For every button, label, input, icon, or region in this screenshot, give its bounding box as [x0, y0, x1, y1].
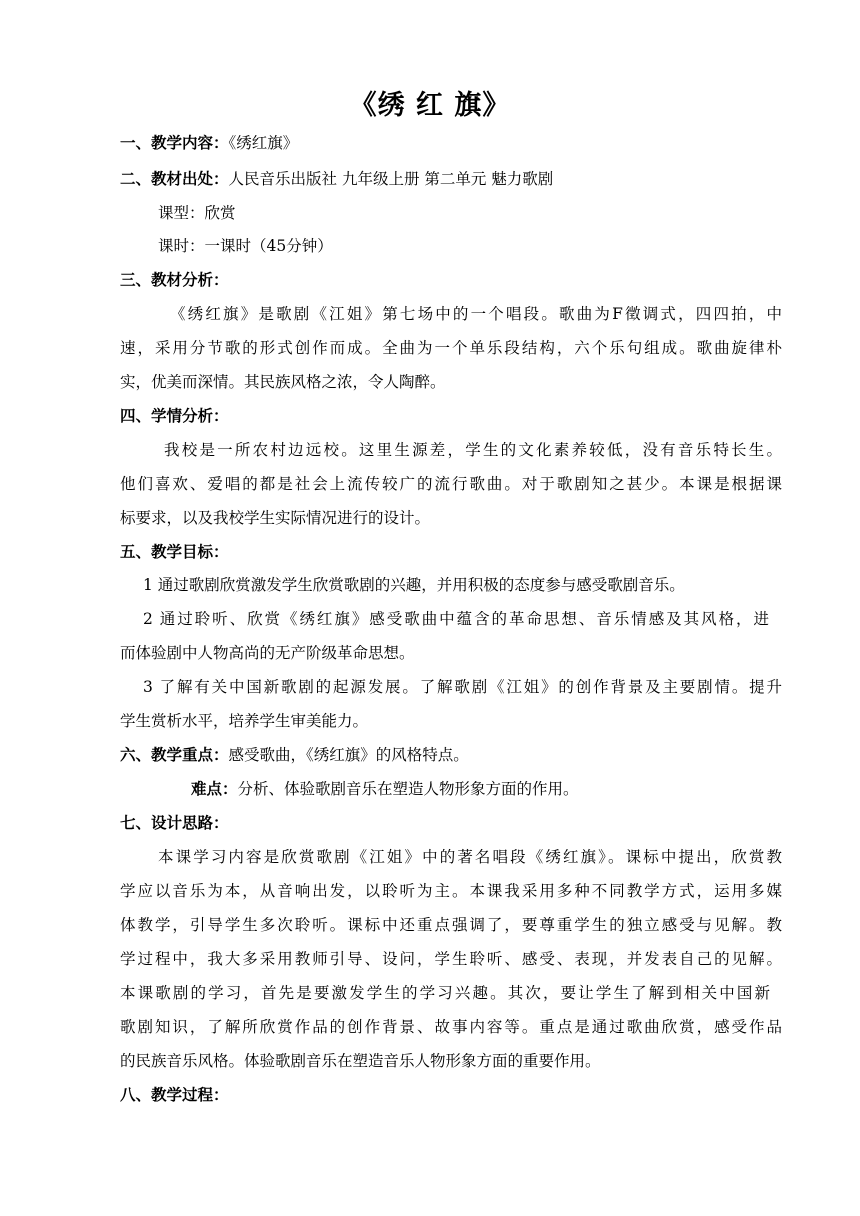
paragraph-line: 学应以音乐为本，从音响出发，以聆听为主。本课我采用多种不同教学方式，运用多媒 — [120, 882, 782, 900]
objective-item: 2 通过聆听、欣赏《绣红旗》感受歌曲中蕴含的革命思想、音乐情感及其风格，进 — [143, 610, 769, 628]
section-heading: 一、教学内容： — [120, 133, 229, 152]
section-text: 感受歌曲，《绣红旗》的风格特点。 — [228, 746, 469, 764]
paragraph-line: 速，采用分节歌的形式创作而成。全曲为一个单乐段结构，六个乐句组成。歌曲旋律朴 — [120, 339, 782, 357]
section-text: 《绣红旗》 — [228, 134, 299, 152]
section-heading-process: 八、教学过程： — [120, 1085, 229, 1104]
objective-item-cont: 学生赏析水平，培养学生审美能力。 — [120, 712, 369, 730]
paragraph-line: 学过程中，我大多采用教师引导、设问，学生聆听、感受、表现，并发表自己的见解。 — [120, 950, 782, 968]
section-heading: 六、教学重点： — [120, 745, 229, 764]
objective-item: 1 通过歌剧欣赏激发学生欣赏歌剧的兴趣，并用积极的态度参与感受歌剧音乐。 — [143, 576, 685, 594]
section-heading-learner: 四、学情分析： — [120, 406, 229, 425]
paragraph-line: 本课学习内容是欣赏歌剧《江姐》中的著名唱段《绣红旗》。课标中提出，欣赏教 — [158, 848, 782, 866]
section-text: 人民音乐出版社 九年级上册 第二单元 魅力歌剧 — [228, 170, 554, 188]
difficulty-text: 分析、体验歌剧音乐在塑造人物形象方面的作用。 — [237, 780, 579, 798]
objective-item: 3 了解有关中国新歌剧的起源发展。了解歌剧《江姐》的创作背景及主要剧情。提升 — [143, 678, 782, 696]
section-heading-objectives: 五、教学目标： — [120, 542, 229, 561]
section-heading: 二、教材出处： — [120, 169, 229, 188]
paragraph-line: 我校是一所农村边远校。这里生源差，学生的文化素养较低，没有音乐特长生。 — [164, 441, 782, 459]
document-title: 《绣 红 旗》 — [349, 90, 511, 121]
paragraph-line: 他们喜欢、爱唱的都是社会上流传较广的流行歌曲。对于歌剧知之甚少。本课是根据课 — [120, 475, 782, 493]
objective-item-cont: 而体验剧中人物高尚的无产阶级革命思想。 — [120, 644, 415, 662]
section-difficulty — [191, 777, 579, 801]
section-textbook-source — [120, 167, 553, 191]
difficulty-label: 难点： — [191, 779, 238, 798]
paragraph-line: 标要求，以及我校学生实际情况进行的设计。 — [120, 509, 431, 527]
paragraph-line: 歌剧知识，了解所欣赏作品的创作背景、故事内容等。重点是通过歌曲欣赏，感受作品 — [120, 1018, 782, 1036]
paragraph-line: 的民族音乐风格。体验歌剧音乐在塑造音乐人物形象方面的重要作用。 — [120, 1052, 601, 1070]
section-teaching-content — [120, 131, 298, 155]
lesson-type: 课型：欣赏 — [158, 204, 236, 222]
section-heading-analysis: 三、教材分析： — [120, 270, 229, 289]
paragraph-line: 本课歌剧的学习，首先是要激发学生的学习兴趣。其次，要让学生了解到相关中国新 — [120, 984, 770, 1002]
paragraph-line: 《绣红旗》是歌剧《江姐》第七场中的一个唱段。歌曲为F徵调式，四四拍，中 — [170, 305, 782, 323]
lesson-period: 课时：一课时（45分钟） — [158, 237, 333, 255]
paragraph-line: 体教学，引导学生多次聆听。课标中还重点强调了，要尊重学生的独立感受与见解。教 — [120, 916, 782, 934]
section-heading-design: 七、设计思路： — [120, 813, 229, 832]
section-key-points — [120, 743, 469, 767]
paragraph-line: 实，优美而深情。其民族风格之浓，令人陶醉。 — [120, 373, 446, 391]
